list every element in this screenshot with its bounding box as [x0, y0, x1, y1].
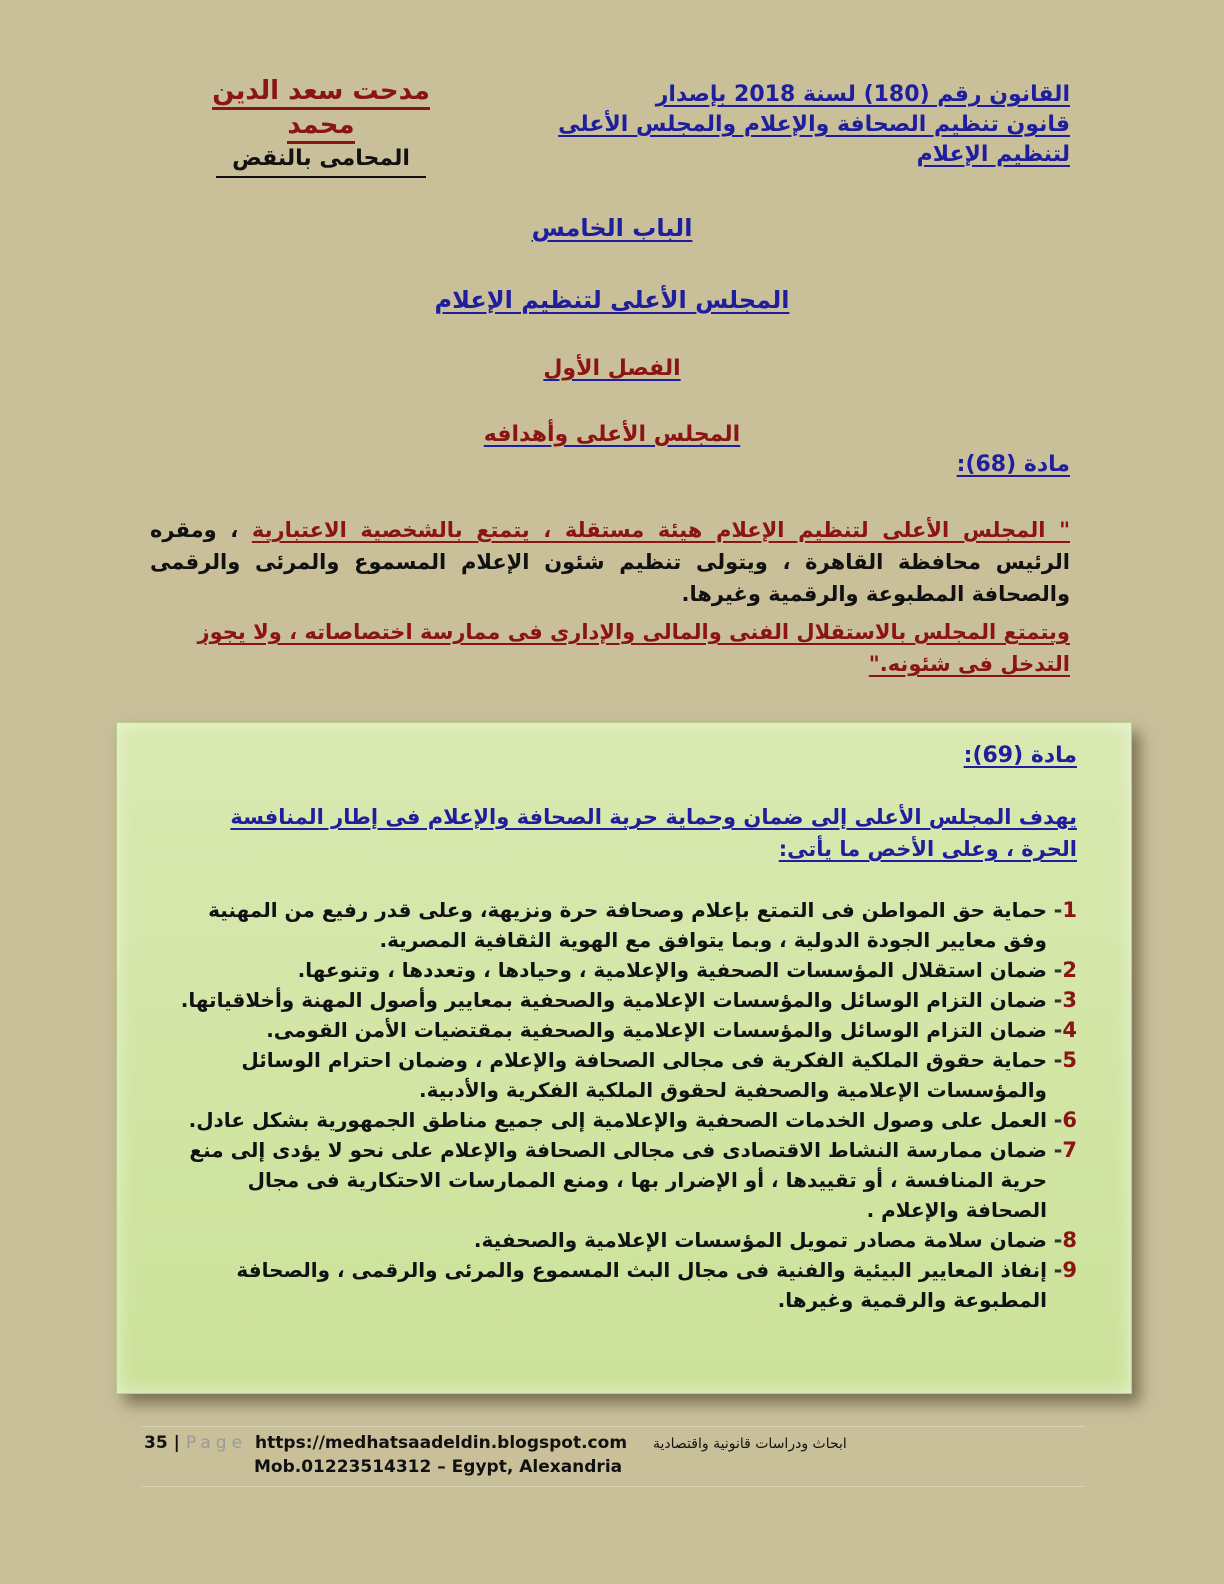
article-68-label-text: مادة (68):	[956, 452, 1070, 477]
article-69-list	[167, 895, 1077, 1315]
article-69-label-text: مادة (69):	[963, 743, 1077, 768]
council-heading	[0, 286, 1224, 314]
list-item-text: حماية حقوق الملكية الفكرية فى مجالى الصحافة والإعلام ، وضمان احترام الوسائل والمؤسسات الإعلامية والصحفية لحقوق الملكية الفكرية والأدبية.	[241, 1048, 1047, 1102]
author-title: المحامى بالنقض	[216, 144, 426, 178]
list-item-number: 3-	[1053, 988, 1077, 1012]
law-title	[510, 80, 1070, 170]
list-item	[167, 1105, 1077, 1135]
list-item-number: 4-	[1053, 1018, 1077, 1042]
list-item-text: العمل على وصول الخدمات الصحفية والإعلامية إلى جميع مناطق الجمهورية بشكل عادل.	[188, 1108, 1047, 1132]
list-item-number: 6-	[1053, 1108, 1077, 1132]
article-68-highlight: المجلس الأعلى لتنظيم الإعلام هيئة مستقلة ، يتمتع بالشخصية الاعتبارية	[251, 518, 1046, 542]
author-name: مدحت سعد الدين محمد	[212, 76, 430, 144]
article-69-intro	[207, 801, 1077, 865]
list-item-text: حماية حق المواطن فى التمتع بإعلام وصحافة حرة ونزيهة، وعلى قدر رفيع من المهنية وفق معايير الجودة الدولية ، وبما يتوافق مع الهوية الثقافية المصرية.	[208, 898, 1047, 952]
list-item-number: 2-	[1053, 958, 1077, 982]
section-heading	[0, 356, 1224, 381]
footer-mobile: Mob.01223514312 – Egypt, Alexandria	[254, 1457, 623, 1477]
law-title-line-1: القانون رقم (180) لسنة 2018 بإصدار	[655, 82, 1070, 107]
list-item	[167, 1045, 1077, 1105]
article-68-paragraph-2-text: ويتمتع المجلس بالاستقلال الفنى والمالى والإدارى فى ممارسة اختصاصاته ، ولا يجوز التدخل فى شئونه."	[197, 620, 1070, 676]
list-item-text: ضمان سلامة مصادر تمويل المؤسسات الإعلامية والصحفية.	[473, 1228, 1047, 1252]
list-item	[167, 1225, 1077, 1255]
footer-subtitle: ابحاث ودراسات قانونية واقتصادية	[653, 1436, 847, 1452]
list-item-text: ضمان التزام الوسائل والمؤسسات الإعلامية والصحفية بمقتضيات الأمن القومى.	[266, 1018, 1047, 1042]
list-item-number: 7-	[1053, 1138, 1077, 1162]
list-item-number: 8-	[1053, 1228, 1077, 1252]
goals-heading	[0, 422, 1224, 447]
list-item	[167, 1015, 1077, 1045]
footer-divider-top	[142, 1426, 1084, 1427]
article-69-label	[964, 743, 1077, 768]
article-68-rest: ، ومقره الرئيس محافظة القاهرة ، ويتولى تنظيم شئون الإعلام المسموع والمرئى والرقمى والصحافة المطبوعة والرقمية وغيرها.	[150, 518, 1070, 606]
list-item-text: إنفاذ المعايير البيئية والفنية فى مجال البث المسموع والمرئى والرقمى ، والصحافة المطبوعة والرقمية وغيرها.	[236, 1258, 1047, 1312]
page-separator: |	[173, 1433, 180, 1453]
author-block	[186, 74, 456, 178]
list-item	[167, 955, 1077, 985]
article-68-paragraph-2	[150, 616, 1070, 680]
article-69-box	[116, 722, 1132, 1394]
article-68-label	[957, 452, 1070, 477]
article-69-intro-text: يهدف المجلس الأعلى إلى ضمان وحماية حرية الصحافة والإعلام فى إطار المنافسة الحرة ، وعلى الأخص ما يأتى:	[230, 805, 1077, 861]
footer-divider-bottom	[142, 1486, 1084, 1487]
list-item-text: ضمان استقلال المؤسسات الصحفية والإعلامية ، وحيادها ، وتعددها ، وتنوعها.	[297, 958, 1047, 982]
article-68-quote-open: "	[1045, 518, 1071, 542]
chapter-heading	[0, 214, 1224, 242]
goals-heading-text: المجلس الأعلى وأهدافه	[483, 422, 741, 447]
chapter-heading-text: الباب الخامس	[531, 214, 693, 242]
list-item-text: ضمان التزام الوسائل والمؤسسات الإعلامية والصحفية بمعايير وأصول المهنة وأخلاقياتها.	[180, 988, 1047, 1012]
blog-link[interactable]: https://medhatsaadeldin.blogspot.com	[255, 1433, 628, 1453]
page-word: Page	[185, 1433, 248, 1453]
list-item-number: 1-	[1053, 898, 1077, 922]
list-item-text: ضمان ممارسة النشاط الاقتصادى فى مجالى الصحافة والإعلام على نحو لا يؤدى إلى منع حرية المنافسة ، أو تقييدها ، أو الإضرار بها ، ومنع الممارسات الاحتكارية فى مجال الصحافة والإعلام .	[189, 1138, 1047, 1222]
law-title-line-2: قانون تنظيم الصحافة والإعلام والمجلس الأعلى لتنظيم الإعلام	[558, 112, 1070, 167]
section-heading-text: الفصل الأول	[543, 356, 681, 381]
list-item-number: 9-	[1053, 1258, 1077, 1282]
page-number: 35	[144, 1433, 168, 1453]
list-item	[167, 895, 1077, 955]
page-footer	[144, 1430, 847, 1457]
list-item	[167, 1255, 1077, 1315]
list-item	[167, 1135, 1077, 1225]
council-heading-text: المجلس الأعلى لتنظيم الإعلام	[434, 286, 790, 314]
list-item	[167, 985, 1077, 1015]
article-68-paragraph-1	[150, 514, 1070, 610]
list-item-number: 5-	[1053, 1048, 1077, 1072]
